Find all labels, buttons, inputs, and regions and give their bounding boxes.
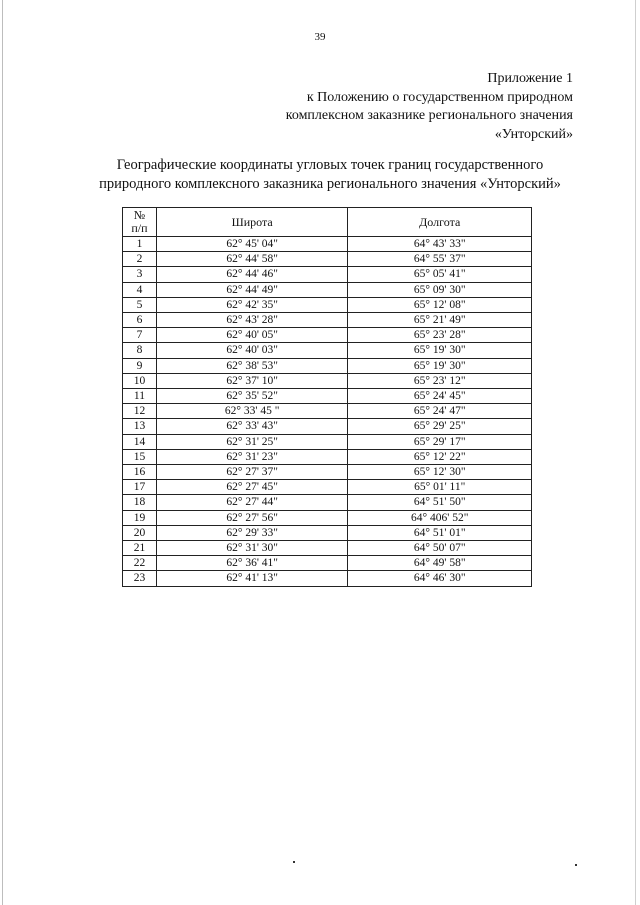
cell-number: 9 [123,358,157,373]
table-row [123,267,532,282]
cell-latitude: 62° 36' 41" [156,556,348,571]
header-longitude: Долгота [348,208,532,237]
cell-latitude: 62° 27' 37" [156,465,348,480]
cell-number: 12 [123,404,157,419]
cell-longitude: 65° 12' 08" [348,297,532,312]
table-row [123,404,532,419]
cell-number: 8 [123,343,157,358]
cell-longitude: 64° 55' 37" [348,252,532,267]
cell-longitude: 65° 01' 11" [348,480,532,495]
cell-latitude: 62° 45' 04" [156,237,348,252]
appendix-line-4: «Унторский» [494,126,573,142]
table-row [123,434,532,449]
cell-number: 15 [123,449,157,464]
appendix-line-3: комплексном заказнике регионального значения [285,108,573,123]
table-row [123,313,532,328]
cell-latitude: 62° 33' 45 " [156,404,348,419]
header-number [123,208,157,237]
cell-longitude: 64° 50' 07" [348,541,532,556]
cell-longitude: 65° 21' 49" [348,313,532,328]
cell-latitude: 62° 44' 58" [156,252,348,267]
appendix-line-1: Приложение 1 [487,71,573,86]
cell-latitude: 62° 27' 44" [156,495,348,510]
cell-number: 10 [123,373,157,388]
table-header-row [123,208,532,237]
cell-latitude: 62° 37' 10" [156,373,348,388]
header-number-line-1: № [133,208,146,222]
cell-longitude: 64° 46' 30" [348,571,532,586]
table-row [123,297,532,312]
scan-edge-left [2,0,3,905]
cell-longitude: 64° 43' 33" [348,237,532,252]
cell-latitude: 62° 43' 28" [156,313,348,328]
cell-longitude: 65° 24' 47" [348,404,532,419]
cell-latitude: 62° 40' 03" [156,343,348,358]
table-row [123,389,532,404]
cell-longitude: 65° 19' 30" [348,358,532,373]
cell-longitude: 65° 29' 17" [348,434,532,449]
cell-longitude: 65° 23' 12" [348,373,532,388]
table-row [123,343,532,358]
cell-number: 7 [123,328,157,343]
cell-number: 19 [123,510,157,525]
table-row [123,556,532,571]
header-latitude: Широта [156,208,348,237]
table-row [123,495,532,510]
cell-longitude: 64° 406' 52" [348,510,532,525]
table-row [123,510,532,525]
cell-number: 16 [123,465,157,480]
cell-longitude: 65° 09' 30" [348,282,532,297]
table-row [123,465,532,480]
cell-latitude: 62° 42' 35" [156,297,348,312]
table-row [123,419,532,434]
cell-latitude: 62° 40' 05" [156,328,348,343]
cell-latitude: 62° 35' 52" [156,389,348,404]
cell-longitude: 65° 23' 28" [348,328,532,343]
cell-longitude: 64° 49' 58" [348,556,532,571]
scan-speck [293,861,295,863]
cell-longitude: 65° 12' 30" [348,465,532,480]
cell-latitude: 62° 29' 33" [156,525,348,540]
document-title [60,156,600,193]
cell-latitude: 62° 31' 23" [156,449,348,464]
table-row [123,358,532,373]
cell-number: 5 [123,297,157,312]
header-number-line-2: п/п [131,221,148,235]
title-line-1: Географические координаты угловых точек границ государственного [116,157,544,173]
cell-longitude: 65° 29' 25" [348,419,532,434]
table-row [123,282,532,297]
coordinates-table [122,207,532,587]
cell-longitude: 65° 12' 22" [348,449,532,464]
scan-speck [575,864,577,866]
table-row [123,480,532,495]
cell-number: 4 [123,282,157,297]
table-row [123,571,532,586]
cell-latitude: 62° 31' 25" [156,434,348,449]
cell-number: 21 [123,541,157,556]
cell-number: 22 [123,556,157,571]
table-row [123,252,532,267]
cell-longitude: 65° 19' 30" [348,343,532,358]
table-row [123,237,532,252]
cell-number: 14 [123,434,157,449]
cell-number: 2 [123,252,157,267]
table-row [123,449,532,464]
scan-edge-right [635,0,636,905]
cell-longitude: 65° 24' 45" [348,389,532,404]
title-line-2: природного комплексного заказника регионального значения «Унторский» [99,175,561,192]
cell-number: 18 [123,495,157,510]
cell-number: 20 [123,525,157,540]
cell-number: 1 [123,237,157,252]
cell-latitude: 62° 41' 13" [156,571,348,586]
cell-longitude: 64° 51' 01" [348,525,532,540]
cell-latitude: 62° 27' 45" [156,480,348,495]
page-number: 39 [314,31,326,43]
table-row [123,373,532,388]
cell-latitude: 62° 44' 46" [156,267,348,282]
cell-number: 17 [123,480,157,495]
cell-latitude: 62° 33' 43" [156,419,348,434]
table-row [123,541,532,556]
cell-latitude: 62° 27' 56" [156,510,348,525]
cell-number: 11 [123,389,157,404]
appendix-line-2: к Положению о государственном природном [306,89,573,105]
cell-latitude: 62° 44' 49" [156,282,348,297]
appendix-header [193,70,573,144]
cell-number: 6 [123,313,157,328]
cell-longitude: 65° 05' 41" [348,267,532,282]
cell-number: 13 [123,419,157,434]
cell-number: 3 [123,267,157,282]
cell-latitude: 62° 31' 30" [156,541,348,556]
cell-latitude: 62° 38' 53" [156,358,348,373]
cell-longitude: 64° 51' 50" [348,495,532,510]
table-row [123,525,532,540]
cell-number: 23 [123,571,157,586]
table-row [123,328,532,343]
